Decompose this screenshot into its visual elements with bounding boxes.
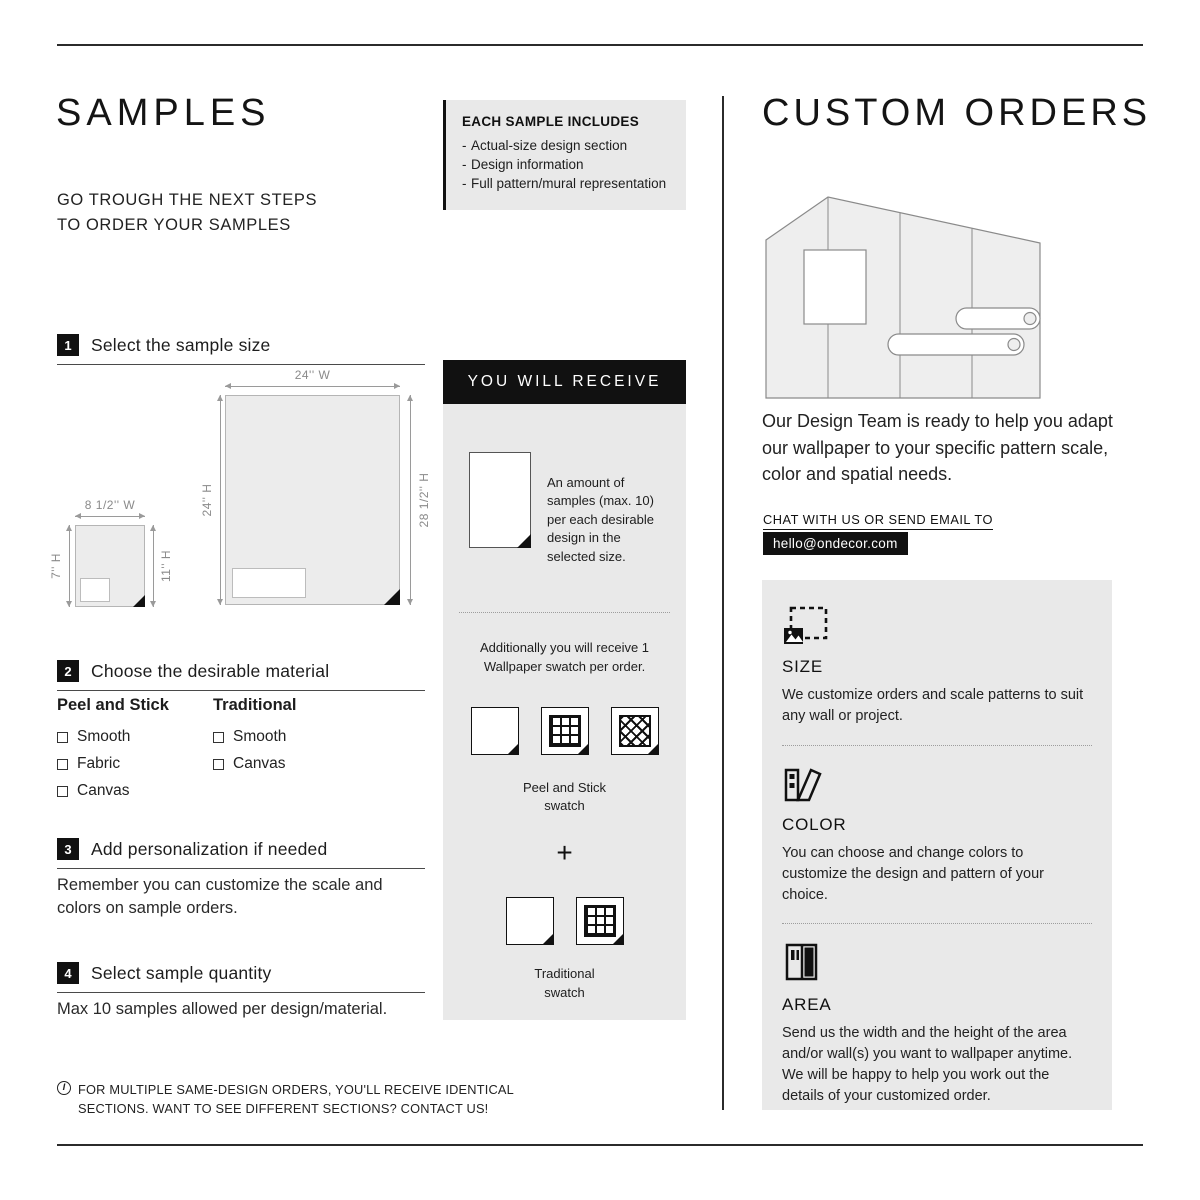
small-sample-sheet — [75, 525, 145, 607]
samples-row — [443, 404, 686, 566]
feature-color-text: You can choose and change colors to customize the design and pattern of your choice. — [782, 844, 1044, 903]
step-1-label: Select the sample size — [91, 334, 271, 355]
you-will-receive-header: YOU WILL RECEIVE — [443, 360, 686, 404]
option-label: Smooth — [233, 728, 287, 745]
you-will-receive-panel — [443, 360, 686, 1020]
grid-swatch-icon — [576, 897, 624, 945]
step-3-number: 3 — [57, 838, 79, 860]
step-2-header — [57, 660, 425, 691]
step-1-header — [57, 334, 425, 365]
dimension-line — [220, 395, 221, 605]
option-traditional-smooth[interactable] — [213, 728, 369, 746]
dimension-line — [410, 395, 411, 605]
column-divider — [722, 96, 724, 1110]
large-left-dimension — [201, 395, 227, 605]
checkbox-icon[interactable] — [57, 759, 68, 770]
checkbox-icon[interactable] — [57, 732, 68, 743]
dimension-line — [225, 386, 400, 387]
small-left-label: 7'' H — [49, 553, 63, 579]
feature-area-heading: AREA — [782, 995, 832, 1015]
folded-corner — [577, 743, 589, 755]
wallpaper-wall-illustration — [764, 192, 1042, 405]
checkbox-icon[interactable] — [213, 759, 224, 770]
custom-features-panel — [762, 580, 1112, 1110]
small-width-label: 8 1/2'' W — [84, 498, 136, 512]
large-right-label: 28 1/2'' H — [417, 472, 431, 528]
folded-corner — [517, 534, 531, 548]
large-width-label: 24'' W — [294, 368, 331, 382]
samples-description: An amount of samples (max. 10) per each desirable design in the selected size. — [547, 475, 654, 564]
step-3-header — [57, 838, 425, 869]
step-4-header — [57, 962, 425, 993]
small-sheet-folded-corner — [133, 595, 145, 607]
step-4-label: Select sample quantity — [91, 962, 272, 983]
step-1-number: 1 — [57, 334, 79, 356]
folded-corner — [647, 743, 659, 755]
material-options — [57, 696, 425, 809]
size-icon — [782, 606, 828, 646]
custom-orders-intro: Our Design Team is ready to help you adapt our wallpaper to your specific pattern scale, color and spatial needs. — [762, 411, 1113, 485]
option-peel-canvas[interactable] — [57, 782, 213, 800]
option-label: Smooth — [77, 728, 131, 745]
includes-title: EACH SAMPLE INCLUDES — [462, 114, 640, 129]
small-width-dimension — [75, 498, 145, 517]
bottom-rule — [57, 1144, 1143, 1146]
large-sheet-label-area — [232, 568, 306, 598]
option-label: Fabric — [77, 755, 121, 772]
includes-item: - Full pattern/mural representation — [462, 175, 670, 194]
large-sample-sheet — [225, 395, 400, 605]
chat-with-us-link[interactable]: CHAT WITH US OR SEND EMAIL TO — [763, 512, 993, 530]
dotted-divider — [459, 612, 670, 613]
feature-area — [782, 942, 1092, 1107]
footnote — [57, 1080, 537, 1118]
email-badge[interactable]: hello@ondecor.com — [763, 532, 908, 555]
feature-size — [782, 606, 1092, 727]
option-traditional-canvas[interactable] — [213, 755, 369, 773]
crosshatch-swatch-icon — [611, 707, 659, 755]
small-right-label: 11'' H — [159, 549, 173, 583]
feature-size-text: We customize orders and scale patterns to suit any wall or project. — [782, 687, 1084, 724]
includes-item: - Actual-size design section — [462, 137, 670, 156]
option-label: Canvas — [77, 782, 130, 799]
dimension-line — [69, 525, 70, 607]
color-icon — [782, 764, 826, 804]
samples-subtitle — [57, 188, 317, 238]
small-right-dimension — [149, 525, 175, 607]
grid-swatch-icon — [541, 707, 589, 755]
peel-and-stick-title: Peel and Stick — [57, 696, 169, 714]
step-3-label: Add personalization if needed — [91, 838, 328, 859]
checkbox-icon[interactable] — [213, 732, 224, 743]
dimension-line — [153, 525, 154, 607]
option-peel-fabric[interactable] — [57, 755, 213, 773]
info-icon: I — [57, 1081, 71, 1095]
dotted-divider — [782, 923, 1092, 924]
plus-sign: + — [556, 837, 573, 869]
traditional-column — [213, 696, 369, 809]
step-2-label: Choose the desirable material — [91, 660, 330, 681]
top-rule — [57, 44, 1143, 46]
checkbox-icon[interactable] — [57, 786, 68, 797]
sample-sheet-icon — [469, 452, 531, 548]
peel-swatch-label: Peel and Stick swatch — [522, 779, 607, 814]
feature-color-heading: COLOR — [782, 814, 847, 834]
feature-size-heading: SIZE — [782, 657, 823, 676]
sample-size-diagram — [49, 368, 431, 618]
small-left-dimension — [50, 525, 76, 607]
large-sheet-folded-corner — [384, 589, 400, 605]
traditional-title: Traditional — [213, 696, 297, 714]
step-2-number: 2 — [57, 660, 79, 682]
each-sample-includes-box — [443, 100, 686, 210]
footnote-text: FOR MULTIPLE SAME-DESIGN ORDERS, YOU'LL RECEIVE IDENTICAL SECTIONS. WANT TO SEE DIFFERENT SECTIONS? CONTACT US! — [78, 1082, 514, 1117]
step-3-description: Remember you can customize the scale and colors on sample orders. — [57, 876, 383, 918]
custom-orders-title: CUSTOM ORDERS — [762, 92, 1152, 134]
includes-list — [462, 137, 670, 194]
subtitle-line-2: TO ORDER YOUR SAMPLES — [57, 215, 291, 234]
additional-text: Additionally you will receive 1 Wallpaper swatch per order. — [479, 640, 650, 675]
large-right-dimension — [405, 395, 431, 605]
small-sheet-label-area — [80, 578, 110, 602]
traditional-swatch-label: Traditional swatch — [534, 966, 595, 1000]
area-icon — [782, 942, 826, 984]
large-width-dimension — [225, 368, 400, 387]
dotted-divider — [782, 745, 1092, 746]
dimension-line — [75, 516, 145, 517]
wall-illustration-svg — [764, 192, 1042, 400]
feature-area-text: Send us the width and the height of the area and/or wall(s) you want to wallpaper anytime. We will be happy to help you work out the details of your customized order. — [782, 1025, 1073, 1104]
large-left-label: 24'' H — [200, 483, 214, 517]
you-will-receive-body — [443, 404, 686, 1020]
samples-title: SAMPLES — [56, 92, 271, 134]
feature-color — [782, 764, 1092, 906]
subtitle-line-1: GO TROUGH THE NEXT STEPS — [57, 191, 318, 209]
peel-swatch-row — [443, 707, 686, 755]
option-label: Canvas — [233, 755, 286, 772]
traditional-swatch-row — [443, 897, 686, 945]
folded-corner — [507, 743, 519, 755]
folded-corner — [612, 933, 624, 945]
folded-corner — [542, 933, 554, 945]
blank-swatch-icon — [471, 707, 519, 755]
step-4-number: 4 — [57, 962, 79, 984]
option-peel-smooth[interactable] — [57, 728, 213, 746]
peel-and-stick-column — [57, 696, 213, 809]
includes-item: - Design information — [462, 156, 670, 175]
blank-swatch-icon — [506, 897, 554, 945]
step-4-description: Max 10 samples allowed per design/material. — [57, 1000, 388, 1018]
